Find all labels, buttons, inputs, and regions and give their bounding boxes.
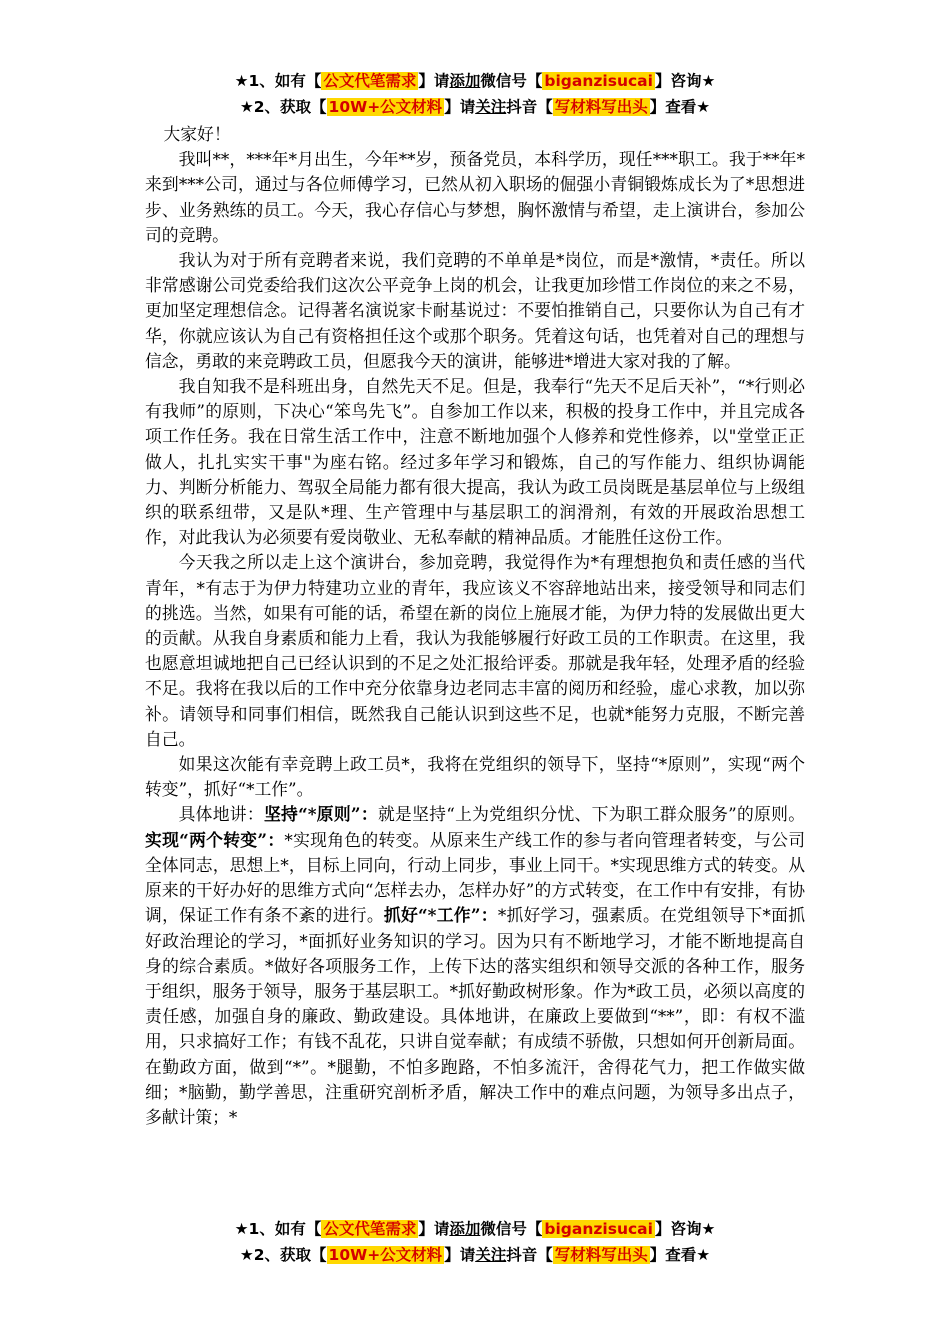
- p6-text: 具体地讲：: [178, 804, 264, 825]
- footer-line-1: [0, 1216, 950, 1242]
- p6-bold-heading: 坚持“*原则”：: [263, 804, 378, 825]
- banner-text: 抖音【: [506, 1246, 553, 1264]
- banner-text: 】查看★: [649, 1246, 711, 1264]
- highlight-douyin-id: 写材料写出头: [554, 1246, 648, 1264]
- banner-text: 】请: [418, 72, 450, 90]
- banner-text: 】请: [418, 1220, 450, 1238]
- paragraph-2: 我认为对于所有竞聘者来说，我们竞聘的不单单是*岗位，而是*激情，*责任。所以非常感谢公司党委给我们这次公平竞争上岗的机会，让我更加珍惜工作岗位的来之不易，更加坚定理想信念。记得著名演说家卡耐基说过：不要怕推销自己，只要你认为自己有才华，你就应该认为自己有资格担任这个或那个职务。凭着这句话，也凭着对自己的理想与信念，勇敢的来竞聘政工员，但愿我今天的演讲，能够进*增进大家对我的了解。: [145, 250, 805, 371]
- p6-bold-heading: 实现“两个转变”：: [145, 829, 285, 850]
- p6-text: 就是坚持“上为党组织分忧、下为职工群众服务”的原则。: [377, 804, 805, 825]
- underlined-action: 关注: [475, 98, 507, 116]
- greeting: 大家好！: [163, 124, 231, 144]
- footer-line-2: [0, 1242, 950, 1268]
- p6-text: *实现角色的转变。从原来生产线工作的参与者向管理者转变，与公司全体同志，思想上*，目标上同向，行动上同步，事业上同干。*实现思维方式的转变。从原来的干好办好的思维方式向“怎样去办，怎样办好”的方式转变，在工作中有安排，有协调，保证工作有条不紊的进行。: [145, 829, 805, 926]
- banner-text: ★1、如有【: [234, 1220, 322, 1238]
- banner-text: 微信号【: [480, 72, 543, 90]
- paragraph-5: 如果这次能有幸竞聘上政工员*，我将在党组织的领导下，坚持“*原则”，实现“两个转变”，抓好“*工作”。: [145, 754, 805, 800]
- header-line-1: [0, 68, 950, 94]
- speech-body: [145, 122, 805, 1130]
- paragraph-1: 我叫**，***年*月出生，今年**岁，预备党员，本科学历，现任***职工。我于**年*来到***公司，通过与各位师傅学习，已然从初入职场的倔强小青铜锻炼成长为了*思想进步、业务熟练的员工。今天，我心存信心与梦想，胸怀激情与希望，走上演讲台，参加公司的竞聘。: [145, 149, 805, 245]
- p6-bold-heading: 抓好“*工作”：: [383, 905, 498, 926]
- banner-text: ★2、获取【: [239, 1246, 327, 1264]
- p6-text: *抓好学习，强素质。在党组领导下*面抓好政治理论的学习，*面抓好业务知识的学习。因为只有不断地学习，才能不断地提高自身的综合素质。*做好各项服务工作，上传下达的落实组织和领导交派的各种工作，服务于组织，服务于领导，服务于基层职工。*抓好勤政树形象。作为*政工员，必须以高度的责任感，加强自身的廉政、勤政建设。具体地讲，在廉政上要做到“**”，即：有权不滥用，只求搞好工作；有钱不乱花，只讲自觉奉献；有成绩不骄傲，只想如何开创新局面。在勤政方面，做到“*”。*腿勤，不怕多跑路，不怕多流汗，舍得花气力，把工作做实做细；*脑勤，勤学善思，注重研究剖析矛盾，解决工作中的难点问题，为领导多出点子，多献计策；*: [145, 905, 805, 1127]
- banner-text: 】查看★: [649, 98, 711, 116]
- paragraph-4: 今天我之所以走上这个演讲台，参加竞聘，我觉得作为*有理想抱负和责任感的当代青年，*有志于为伊力特建功立业的青年，我应该义不容辞地站出来，接受领导和同志们的挑选。当然，如果有可能的话，希望在新的岗位上施展才能，为伊力特的发展做出更大的贡献。从我自身素质和能力上看，我认为我能够履行好政工员的工作职责。在这里，我也愿意坦诚地把自己已经认识到的不足之处汇报给评委。那就是我年轻，处理矛盾的经验不足。我将在我以后的工作中充分依靠身边老同志丰富的阅历和经验，虚心求教，加以弥补。请领导和同事们相信，既然我自己能认识到这些不足，也就*能努力克服，不断完善自己。: [145, 552, 805, 749]
- header-banner: [0, 68, 950, 120]
- highlight-service: 公文代笔需求: [323, 1220, 417, 1238]
- paragraph-3: 我自知我不是科班出身，自然先天不足。但是，我奉行“先天不足后天补”，“*行则必有我师”的原则，下决心“笨鸟先飞”。自参加工作以来，积极的投身工作中，并且完成各项工作任务。我在日常生活工作中，注意不断地加强个人修养和党性修养，以"堂堂正正做人，扎扎实实干事"为座右铭。经过多年学习和锻炼，自己的写作能力、组织协调能力、判断分析能力、驾驭全局能力都有很大提高，我认为政工员岗既是基层单位与上级组织的联系纽带，又是队*理、生产管理中与基层职工的润滑剂，有效的开展政治思想工作，对此我认为必须要有爱岗敬业、无私奉献的精神品质。才能胜任这份工作。: [145, 376, 805, 548]
- highlight-douyin-id: 写材料写出头: [554, 98, 648, 116]
- underlined-action: 添加: [449, 72, 481, 90]
- underlined-action: 关注: [475, 1246, 507, 1264]
- banner-text: 】请: [444, 1246, 476, 1264]
- highlight-service: 公文代笔需求: [323, 72, 417, 90]
- banner-text: ★1、如有【: [234, 72, 322, 90]
- highlight-wechat-id: biganzisucai: [544, 72, 653, 90]
- highlight-materials: 10W+公文材料: [328, 98, 443, 116]
- paragraph-6: [145, 802, 805, 1130]
- banner-text: 微信号【: [480, 1220, 543, 1238]
- header-line-2: [0, 94, 950, 120]
- banner-text: ★2、获取【: [239, 98, 327, 116]
- underlined-action: 添加: [449, 1220, 481, 1238]
- banner-text: 抖音【: [506, 98, 553, 116]
- banner-text: 】咨询★: [654, 72, 716, 90]
- footer-banner: [0, 1216, 950, 1268]
- banner-text: 】咨询★: [654, 1220, 716, 1238]
- banner-text: 】请: [444, 98, 476, 116]
- highlight-wechat-id: biganzisucai: [544, 1220, 653, 1238]
- highlight-materials: 10W+公文材料: [328, 1246, 443, 1264]
